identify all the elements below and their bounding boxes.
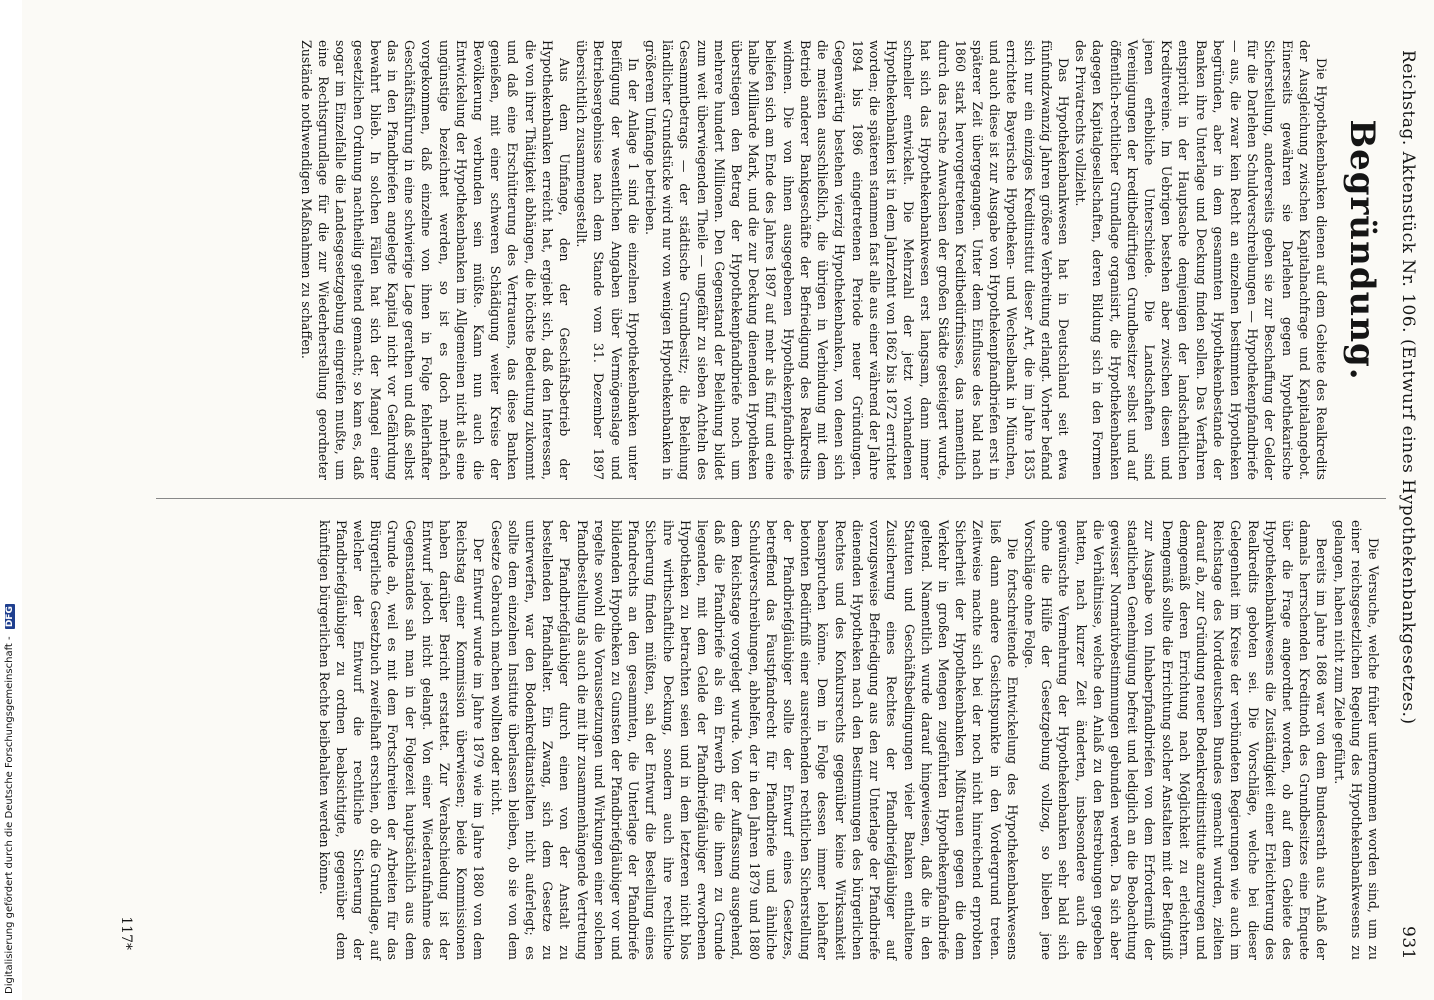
scanned-page <box>22 0 1434 1000</box>
right-column <box>315 520 1382 960</box>
paragraph: Die Hypothekenbanken dienen auf dem Gebiete des Realkredits der Ausgleichung zwischen Kapitalnachfrage und Kapitalangebot. Einerseits gewähren sie Darlehen gegen hypothekarische Sicherstellung, andererseits geben sie zur Beschaffung der Gelder für die Darlehen Schuldverschreibungen — Hypothekenpfandbriefe — aus, die zwar kein Recht an einzelnen bestimmten Hypotheken begründen, aber in dem gesammten Hypothekenbestande der Banken ihre Unterlage und Deckung finden sollen. Das Verfahren entspricht in der Hauptsache demjenigen der landschaftlichen Kreditvereine. Im Uebrigen bestehen aber zwischen diesen und jenen erhebliche Unterschiede. Die Landschaften sind Vereinigungen der kreditbedürftigen Grundbesitzer selbst und auf öffentlich-rechtlicher Grundlage organisirt, die Hypothekenbanken dagegen Kapitalgesellschaften, deren Bildung sich in den Formen des Privatrechts vollzieht. <box>1073 40 1329 480</box>
page-number: 931 <box>1398 926 1418 960</box>
paragraph: Die Versuche, welche früher unternommen worden sind, um zu einer reichsgesetzlichen Regelung des Hypothekenbankwesens zu gelangen, haben nicht zum Ziele geführt. <box>1331 520 1381 960</box>
paragraph: Das Hypothekenbankwesen hat in Deutschland seit etwa fünfundzwanzig Jahren größere Verbreitung erlangt. Vorher befand sich nur ein einziges Kreditinstitut dieser Art, die im Jahre 1835 errichtete Bayerische Hypotheken- und Wechselbank in München, und auch diese ist zur Ausgabe von Hypothekenpfandbriefen erst in späterer Zeit übergegangen. Unter dem Einflusse des bald nach 1860 stark hervorgetretenen Kreditbedürfnisses, das namentlich durch das rasche Anwachsen der großen Städte gesteigert wurde, hat sich das Hypothekenbankwesen erst langsam, dann immer schneller entwickelt. Die Mehrzahl der jetzt vorhandenen Hypothekenbanken ist in dem Jahrzehnt von 1862 bis 1872 errichtet worden; die späteren stammen fast alle aus einer während der Jahre 1894 bis 1896 eingetretenen Periode neuer Gründungen. Gegenwärtig bestehen vierzig Hypothekenbanken, von denen sich die meisten ausschließlich, die übrigen in Verbindung mit dem Betrieb anderer Bankgeschäfte der Befriedigung des Realkredits widmen. Die von ihnen ausgegebenen Hypothekenpfandbriefe beliefen sich am Ende des Jahres 1897 auf mehr als fünf und eine halbe Milliarde Mark, und die zur Deckung dienenden Hypotheken überstiegen den Betrag der Hypothekenpfandbriefe noch um mehrere hundert Millionen. Den Gegenstand der Beleihung bildet zum weit überwiegenden Theile — ungefähr zu sieben Achteln des Gesammtbetrags — der städtische Grundbesitz; die Beleihung ländlicher Grundstücke wird nur von wenigen Hypothekenbanken in größerem Umfange betrieben. <box>643 40 1071 481</box>
credit-line <box>4 604 15 994</box>
left-column <box>298 40 1330 480</box>
running-header <box>1394 50 1418 960</box>
credit-text: Digitalisierung gefördert durch die Deutsche Forschungsgemeinschaft - <box>4 636 15 994</box>
column-divider <box>156 498 1386 499</box>
paragraph: Der Entwurf wurde im Jahre 1879 wie im Jahre 1880 von dem Reichstag einer Kommission überwiesen; beide Kommissionen haben darüber Bericht erstattet. Zur Verabschiedung ist der Entwurf jedoch nicht gelangt. Von einer Wiederaufnahme des Gegenstandes sah man in der Folgezeit hauptsächlich aus dem Grunde ab, weil es mit dem Fortschreiten der Arbeiten für das Bürgerliche Gesetzbuch zweifelhaft erschien, ob die Grundlage, auf welcher der Entwurf die rechtliche Sicherung der Pfandbriefgläubiger zu ordnen beabsichtigte, gegenüber dem künftigen bürgerlichen Rechte beibehalten werden könne. <box>316 520 487 960</box>
paragraph: Aus dem Umfange, den der Geschäftsbetrieb der Hypothekenbanken erreicht hat, ergiebt sich, daß den Interessen, die von ihrer Thätigkeit abhängen, die höchste Bedeutung zukommt und daß eine Erschütterung des Vertrauens, das diese Banken genießen, mit einer schweren Schädigung weiter Kreise der Bevölkerung verbunden sein müßte. Kann nun auch die Entwickelung der Hypothekenbanken im Allgemeinen nicht als eine ungünstige bezeichnet werden, so ist es doch mehrfach vorgekommen, daß einzelne von ihnen in Folge fehlerhafter Geschäftsführung in eine schwierige Lage gerathen und daß selbst das in den Pfandbriefen angelegte Kapital nicht vor Gefährdung bewahrt blieb. In solchen Fällen hat sich der Mangel einer gesetzlichen Ordnung nachtheilig geltend gemacht; so kam es, daß sogar im Einzelfalle die Landesgesetzgebung eingreifen mußte, um eine Rechtsgrundlage für die zur Wiederherstellung geordneter Zustände nothwendigen Maßnahmen zu schaffen. <box>299 40 573 480</box>
header-title: Reichstag. Aktenstück Nr. 106. (Entwurf eines Hypothekenbankgesetzes.) <box>1398 50 1418 725</box>
paragraph: Die fortschreitende Entwickelung des Hypothekenbankwesens ließ dann andere Gesichtspunkte in den Vordergrund treten. Zeitweise machte sich bei der noch nicht hinreichend erprobten Sicherheit der Hypothekenbanken Mißtrauen gegen die dem Verkehr in großen Mengen zugeführten Hypothekenpfandbriefe geltend. Namentlich wurde darauf hingewiesen, daß die in den Statuten und Geschäftsbedingungen vieler Banken enthaltene Zusicherung eines Rechtes der Pfandbriefgläubiger auf vorzugsweise Befriedigung aus den zur Unterlage der Pfandbriefe dienenden Hypotheken nach den Bestimmungen des bürgerlichen Rechtes und des Konkursrechts gegenüber keine Wirksamkeit beanspruchen könne. Dem in Folge dessen immer lebhafter betonten Bedürfniß einer ausreichenden rechtlichen Sicherstellung der Pfandbriefgläubiger sollte der Entwurf eines Gesetzes, betreffend das Faustpfandrecht für Pfandbriefe und ähnliche Schuldverschreibungen, abhelfen, der in den Jahren 1879 und 1880 dem Reichstage vorgelegt wurde. Von der Auffassung ausgehend, daß die Pfandbriefe als ein Erwerb für die ihnen zu Grunde liegenden, mit dem Gelde der Pfandbriefgläubiger erworbenen Hypotheken zu betrachten seien und in dem letzteren nicht blos ihre wirthschaftliche Deckung, sondern auch ihre rechtliche Sicherung finden müßten, sah der Entwurf die Bestellung eines Pfandrechts an den gesammten, die Unterlage der Pfandbriefe bildenden Hypotheken zu Gunsten der Pfandbriefgläubiger vor und regelte sowohl die Voraussetzungen und Wirkungen einer solchen Pfandbestellung als auch die mit ihr zusammenhängende Vertretung der Pfandbriefgläubiger durch einen von der Anstalt zu bestellenden Pfandhalter. Ein Zwang, sich dem Gesetze zu unterwerfen, war den Bodenkreditanstalten nicht auferlegt; es sollte dem einzelnen Institute überlassen bleiben, ob sie von dem Gesetze Gebrauch machen wollten oder nicht. <box>488 520 1020 960</box>
paragraph: In der Anlage 1 sind die einzelnen Hypothekenbanken unter Beifügung der wesentlichen Angaben über Vermögenslage und Betriebsergebnisse nach dem Stande vom 31. Dezember 1897 übersichtlich zusammengestellt. <box>574 40 641 480</box>
digitization-credit <box>0 0 22 1000</box>
rotated-page <box>100 20 1430 980</box>
section-heading: Begründung. <box>1342 119 1382 381</box>
signature-mark: 117* <box>118 916 134 950</box>
paragraph: Bereits im Jahre 1868 war von dem Bundesrath aus Anlaß der damals herrschenden Kreditnoth des Grundbesitzes eine Enquete über die Frage angeordnet worden, ob auf dem Gebiete des Hypothekenbankwesens die Zuständigkeit einer Erleichterung des Realkredits geboten sei. Die Vorschläge, welche bei dieser Gelegenheit im Kreise der verbündeten Regierungen wie auch im Reichstage des Norddeutschen Bundes gemacht wurden, zielten darauf ab, zur Gründung neuer Bodenkreditinstitute anzuregen und demgemäß deren Errichtung nach Möglichkeit zu erleichtern. Demgemäß sollte die Errichtung solcher Anstalten mit der Befugniß zur Ausgabe von Inhaberpfandbriefen von dem Erforderniß der staatlichen Genehmigung befreit und lediglich an die Beobachtung gewisser Normativbestimmungen gebunden werden. Da sich aber die Verhältnisse, welche den Anlaß zu den Bestrebungen gegeben hatten, nach kurzer Zeit änderten, insbesondere auch die gewünschte Vermehrung der Hypothekenbanken sehr bald sich ohne die Hülfe der Gesetzgebung vollzog, so blieben jene Vorschläge ohne Folge. <box>1021 520 1330 960</box>
dfg-logo-icon: DFG <box>5 606 15 628</box>
